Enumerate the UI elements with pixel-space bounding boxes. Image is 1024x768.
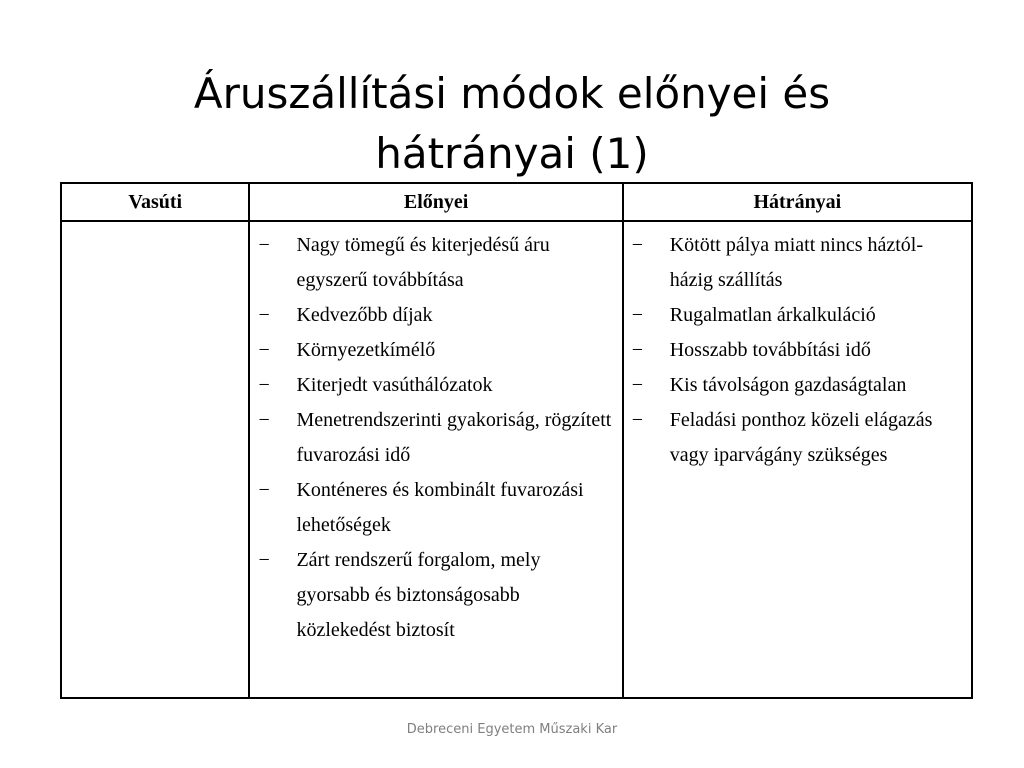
advantages-cell xyxy=(249,221,622,698)
slide-title-line-1: Áruszállítási módok előnyei és xyxy=(193,69,831,119)
list-item-text: Kiterjedt vasúthálózatok xyxy=(296,374,493,396)
table-row xyxy=(61,221,972,698)
list-item-text: Környezetkímélő xyxy=(296,339,436,361)
list-item-text: Zárt rendszerű forgalom, mely gyorsabb és biztonságosabb közlekedést biztosít xyxy=(296,549,541,641)
dash-bullet-icon: − xyxy=(258,374,270,396)
dash-bullet-icon: − xyxy=(631,234,644,256)
advantages-list xyxy=(250,228,621,648)
dash-bullet-icon: − xyxy=(258,234,270,256)
table-header-row xyxy=(61,183,972,221)
footer-text: Debreceni Egyetem Műszaki Kar xyxy=(406,722,618,737)
slide-title-line-2: hátrányai (1) xyxy=(375,129,649,179)
dash-bullet-icon: − xyxy=(631,304,644,326)
list-item xyxy=(250,368,615,403)
dash-bullet-icon: − xyxy=(258,304,270,326)
header-transport-mode: Vasúti xyxy=(61,183,249,221)
transport-mode-cell xyxy=(61,221,249,698)
list-item xyxy=(250,473,615,543)
list-item xyxy=(624,403,965,473)
list-item xyxy=(624,298,965,333)
list-item-text: Kedvezőbb díjak xyxy=(296,304,433,326)
dash-bullet-icon: − xyxy=(631,339,644,361)
dash-bullet-icon: − xyxy=(631,374,644,396)
comparison-table xyxy=(60,182,973,699)
list-item xyxy=(250,228,615,298)
list-item xyxy=(250,298,615,333)
dash-bullet-icon: − xyxy=(258,549,270,571)
header-advantages: Előnyei xyxy=(249,183,622,221)
list-item xyxy=(624,368,965,403)
slide-title xyxy=(0,64,1024,184)
list-item xyxy=(250,403,615,473)
disadvantages-cell xyxy=(623,221,972,698)
disadvantages-list xyxy=(624,228,971,473)
list-item xyxy=(624,228,965,298)
list-item-text: Konténeres és kombinált fuvarozási lehetőségek xyxy=(296,479,584,536)
list-item-text: Hosszabb továbbítási idő xyxy=(669,339,871,361)
list-item xyxy=(250,333,615,368)
list-item-text: Nagy tömegű és kiterjedésű áru egyszerű továbbítása xyxy=(296,234,550,291)
dash-bullet-icon: − xyxy=(258,479,270,501)
list-item xyxy=(624,333,965,368)
dash-bullet-icon: − xyxy=(258,339,270,361)
list-item-text: Kis távolságon gazdaságtalan xyxy=(669,374,907,396)
list-item xyxy=(250,543,615,648)
list-item-text: Kötött pálya miatt nincs háztól-házig szállítás xyxy=(669,234,924,291)
list-item-text: Feladási ponthoz közeli elágazás vagy iparvágány szükséges xyxy=(669,409,933,466)
list-item-text: Rugalmatlan árkalkuláció xyxy=(669,304,876,326)
dash-bullet-icon: − xyxy=(258,409,270,431)
dash-bullet-icon: − xyxy=(631,409,644,431)
header-disadvantages: Hátrányai xyxy=(623,183,972,221)
list-item-text: Menetrendszerinti gyakoriság, rögzített fuvarozási idő xyxy=(296,409,612,466)
